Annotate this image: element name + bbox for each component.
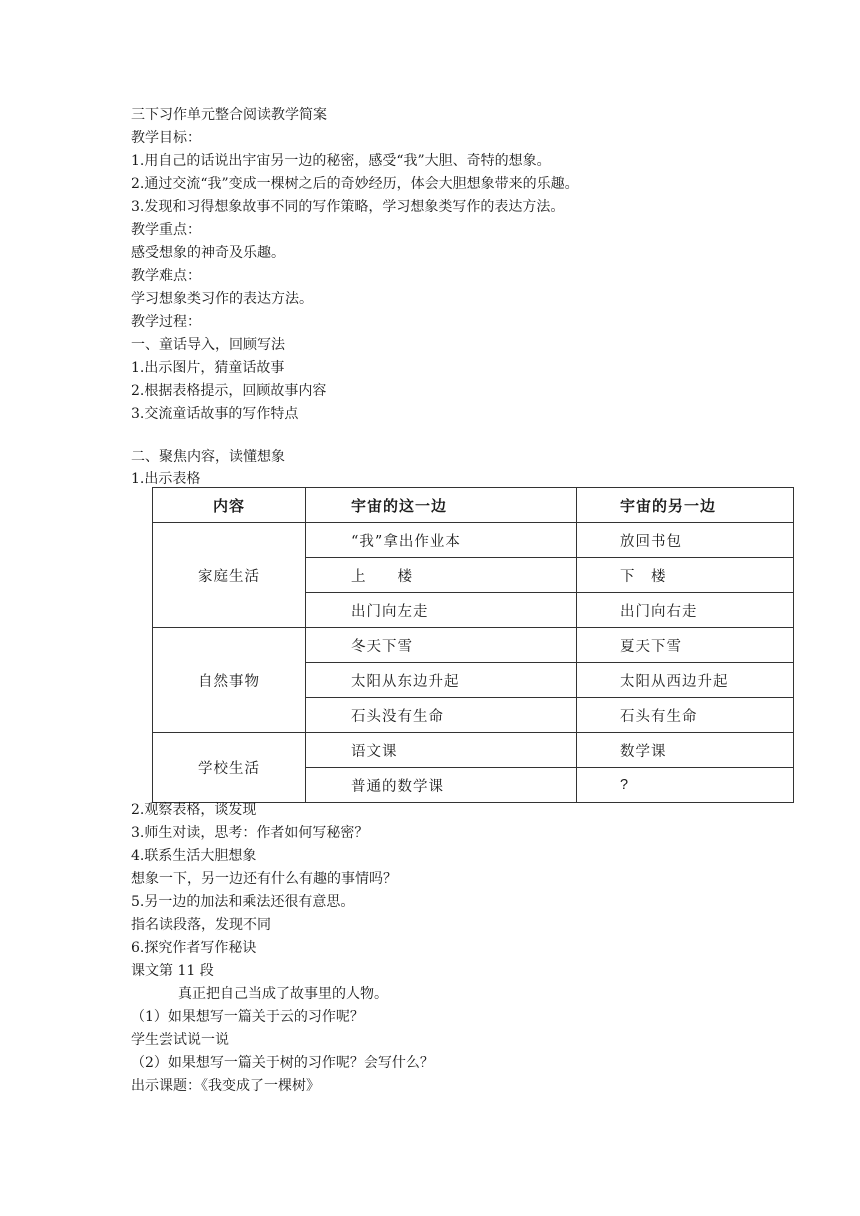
after-table-line: 想象一下，另一边还有什么有趣的事情吗？ xyxy=(131,871,397,887)
section1-item: 3.交流童话故事的写作特点 xyxy=(131,406,299,422)
key-heading: 教学重点： xyxy=(131,222,201,238)
key-text: 感受想象的神奇及乐趣。 xyxy=(131,245,285,261)
after-table-line: 6.探究作者写作秘诀 xyxy=(131,940,257,956)
goal-1: 1.用自己的话说出宇宙另一边的秘密，感受“我”大胆、奇特的想象。 xyxy=(131,153,551,169)
table-cell: 出门向左走 xyxy=(306,593,577,628)
section1-item: 1.出示图片，猜童话故事 xyxy=(131,360,285,376)
group-label: 自然事物 xyxy=(153,628,306,733)
table-cell: 下 楼 xyxy=(577,558,794,593)
after-table-line: 真正把自己当成了故事里的人物。 xyxy=(178,986,388,1002)
after-table-line: （1）如果想写一篇关于云的习作呢？ xyxy=(131,1009,364,1025)
table-row xyxy=(153,628,794,663)
difficulty-heading: 教学难点： xyxy=(131,268,201,284)
after-table-line: （2）如果想写一篇关于树的习作呢？会写什么？ xyxy=(131,1055,434,1071)
after-table-line: 出示课题：《我变成了一棵树》 xyxy=(131,1078,320,1094)
table-cell: 石头有生命 xyxy=(577,698,794,733)
after-table-line: 4.联系生活大胆想象 xyxy=(131,848,257,864)
table-row xyxy=(153,733,794,768)
goal-3: 3.发现和习得想象故事不同的写作策略，学习想象类写作的表达方法。 xyxy=(131,199,565,215)
process-heading: 教学过程： xyxy=(131,314,201,330)
after-table-line: 指名读段落，发现不同 xyxy=(131,917,271,933)
table-row xyxy=(153,523,794,558)
section2-item-1: 1.出示表格 xyxy=(131,471,201,487)
after-table-line: 3.师生对读，思考：作者如何写秘密？ xyxy=(131,825,369,841)
table-cell: 普通的数学课 xyxy=(306,768,577,803)
table-cell: 上 楼 xyxy=(306,558,577,593)
table-cell: “我”拿出作业本 xyxy=(306,523,577,558)
group-label: 家庭生活 xyxy=(153,523,306,628)
difficulty-text: 学习想象类习作的表达方法。 xyxy=(131,291,313,307)
table-header: 宇宙的这一边 xyxy=(306,488,577,523)
table-cell: 出门向右走 xyxy=(577,593,794,628)
section2-heading: 二、聚焦内容，读懂想象 xyxy=(131,449,285,465)
after-table-line: 5.另一边的加法和乘法还很有意思。 xyxy=(131,894,355,910)
table-header-row xyxy=(153,488,794,523)
table-cell: 太阳从东边升起 xyxy=(306,663,577,698)
after-table-line: 学生尝试说一说 xyxy=(131,1032,229,1048)
after-table-line: 2.观察表格，谈发现 xyxy=(131,802,257,818)
table-cell: 数学课 xyxy=(577,733,794,768)
section1-heading: 一、童话导入，回顾写法 xyxy=(131,337,285,353)
table-cell: 石头没有生命 xyxy=(306,698,577,733)
goals-heading: 教学目标： xyxy=(131,130,201,146)
table-cell: 太阳从西边升起 xyxy=(577,663,794,698)
table-cell: 语文课 xyxy=(306,733,577,768)
table-cell: 夏天下雪 xyxy=(577,628,794,663)
goal-2: 2.通过交流“我”变成一棵树之后的奇妙经历，体会大胆想象带来的乐趣。 xyxy=(131,176,579,192)
after-table-line: 课文第 11 段 xyxy=(131,963,214,979)
comparison-table xyxy=(152,487,794,803)
doc-title: 三下习作单元整合阅读教学简案 xyxy=(131,107,327,123)
table-header: 内容 xyxy=(153,488,306,523)
section1-item: 2.根据表格提示，回顾故事内容 xyxy=(131,383,327,399)
table-cell: 放回书包 xyxy=(577,523,794,558)
table-header: 宇宙的另一边 xyxy=(577,488,794,523)
group-label: 学校生活 xyxy=(153,733,306,803)
table-cell: ? xyxy=(577,768,794,803)
table-cell: 冬天下雪 xyxy=(306,628,577,663)
